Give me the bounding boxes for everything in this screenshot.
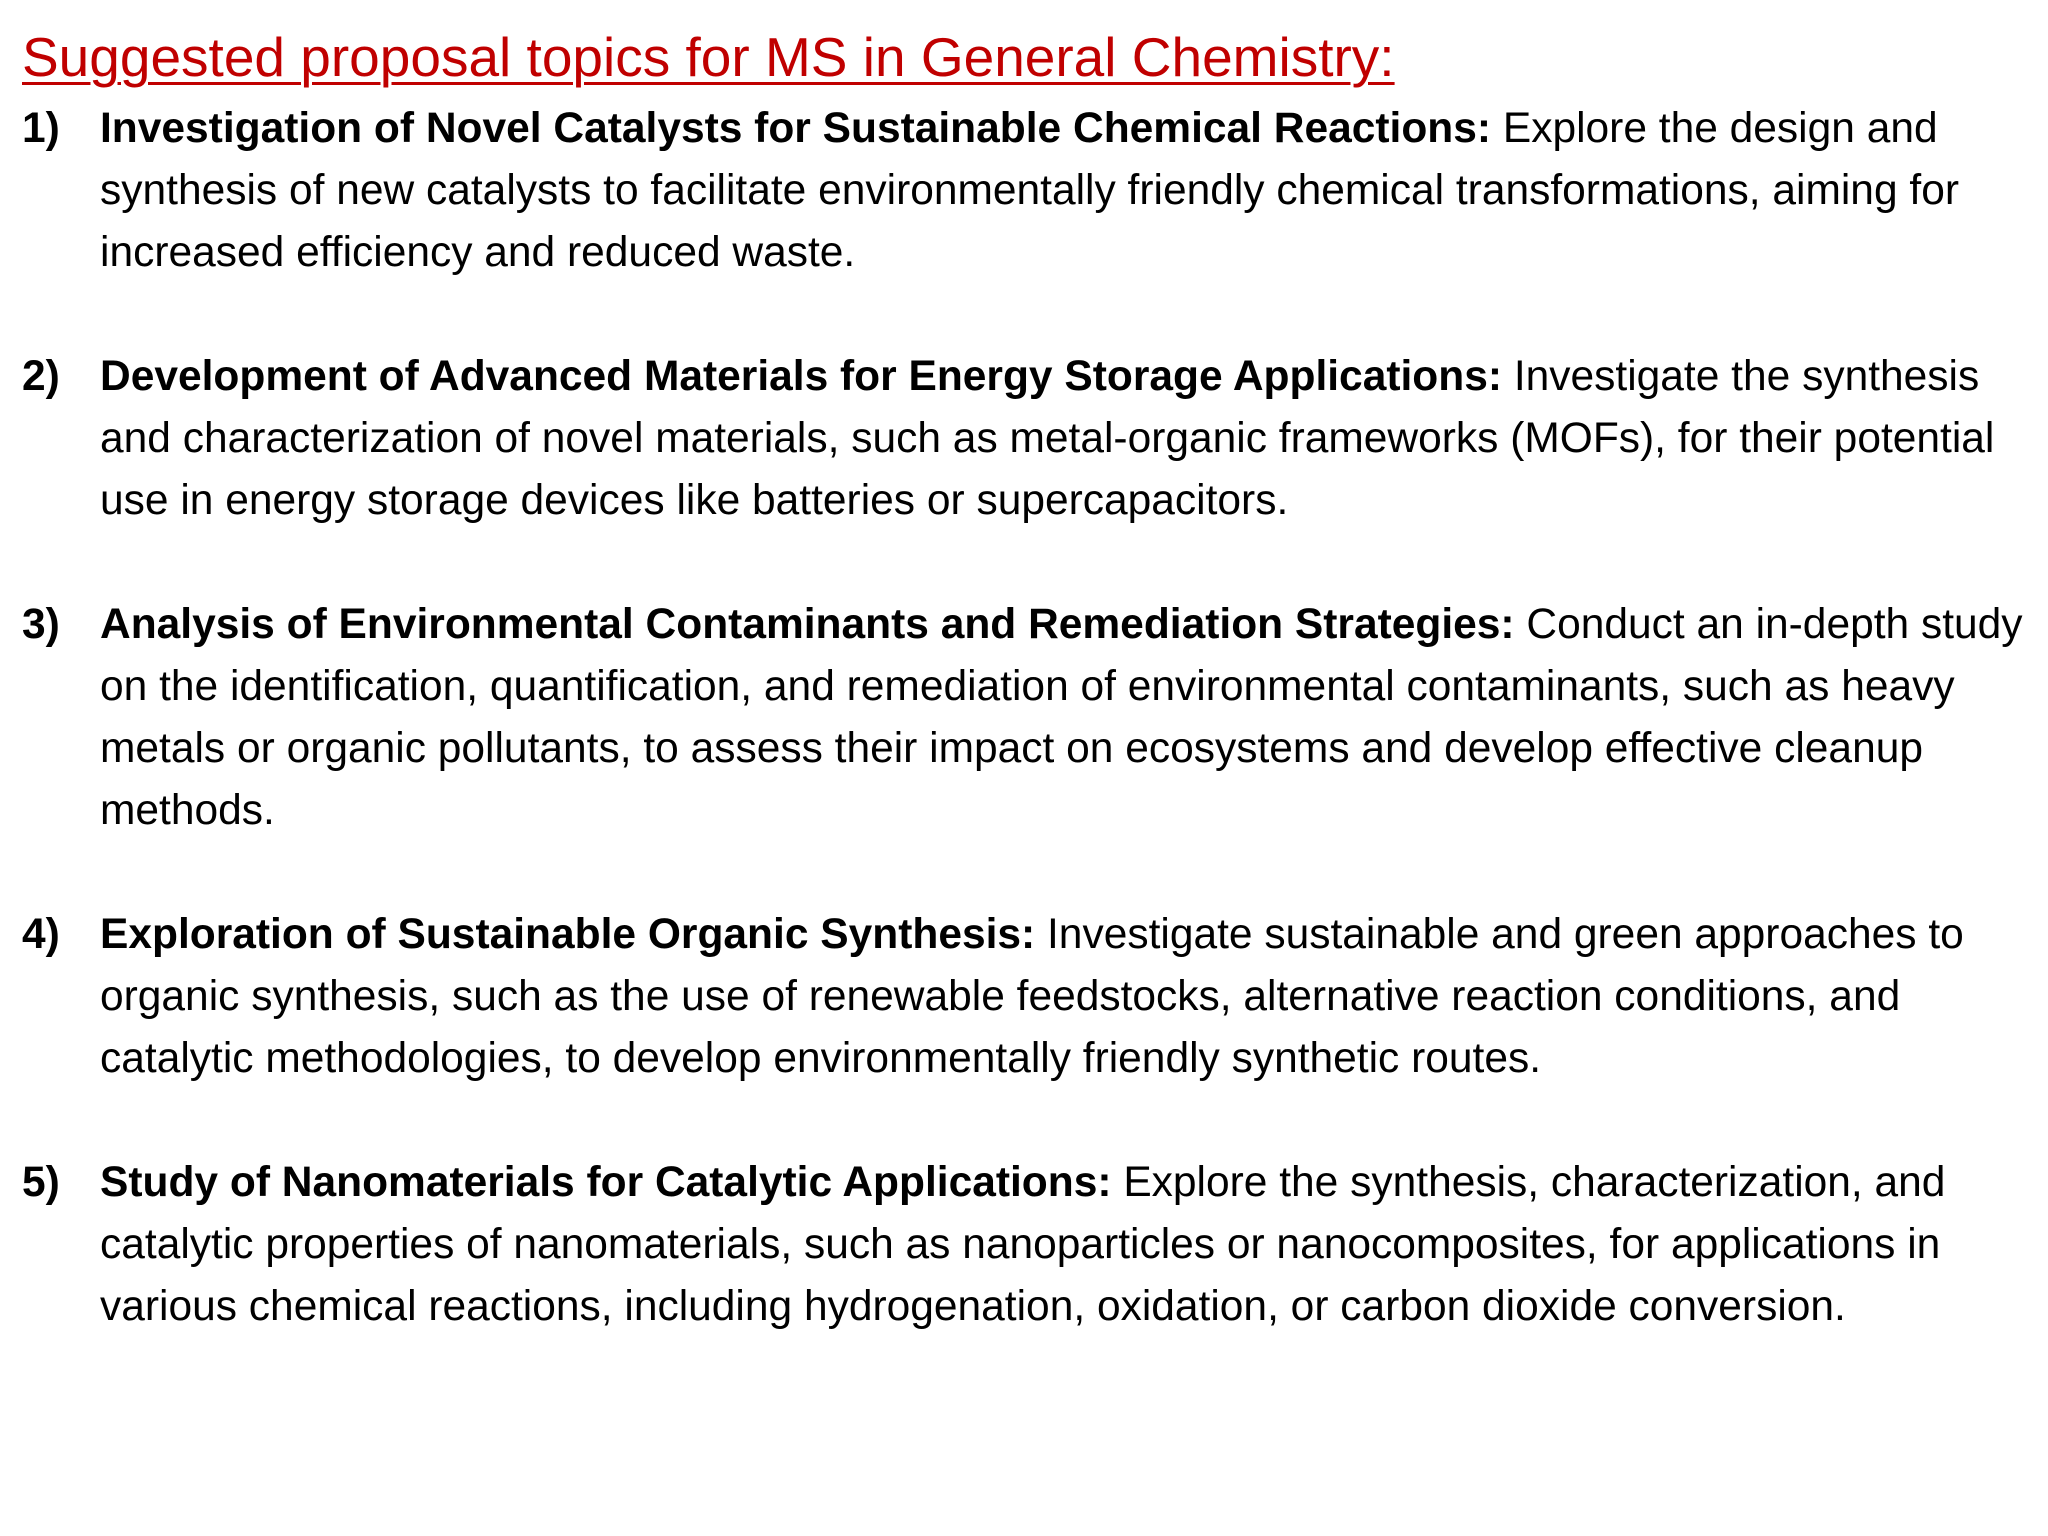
- topic-heading: Exploration of Sustainable Organic Synthesis:: [100, 911, 1036, 958]
- topic-body: [100, 346, 2030, 532]
- topic-heading: Investigation of Novel Catalysts for Sustainable Chemical Reactions:: [100, 105, 1492, 152]
- topic-heading: Analysis of Environmental Contaminants and Remediation Strategies:: [100, 601, 1515, 648]
- topic-description: Explore the synthesis, characterization, and catalytic properties of nanomaterials, such as nanoparticles or nanocomposites, for applications in various chemical reactions, including hydrogenation, oxidation, or carbon dioxide conversion.: [100, 1159, 1946, 1330]
- topic-description: Conduct an in-depth study on the identification, quantification, and remediation of environmental contaminants, such as heavy metals or organic pollutants, to assess their impact on ecosystems and develop effective cleanup methods.: [100, 601, 2023, 834]
- topic-item-2: [22, 346, 2030, 532]
- topic-description: Investigate sustainable and green approaches to organic synthesis, such as the use of renewable feedstocks, alternative reaction conditions, and catalytic methodologies, to develop environmentally friendly synthetic routes.: [100, 911, 1964, 1082]
- topic-description: Investigate the synthesis and characterization of novel materials, such as metal-organic frameworks (MOFs), for their potential use in energy storage devices like batteries or supercapacitors.: [100, 353, 1995, 524]
- topic-body: [100, 594, 2030, 842]
- slide-title: Suggested proposal topics for MS in General Chemistry:: [22, 26, 1395, 88]
- topic-number: 3): [22, 601, 60, 648]
- topic-number: 5): [22, 1159, 60, 1206]
- topic-number: 4): [22, 911, 60, 958]
- topic-heading: Development of Advanced Materials for Energy Storage Applications:: [100, 353, 1503, 400]
- topic-item-1: [22, 98, 2030, 284]
- topic-item-4: [22, 904, 2030, 1090]
- topic-heading: Study of Nanomaterials for Catalytic Applications:: [100, 1159, 1112, 1206]
- topic-item-5: [22, 1152, 2030, 1338]
- topic-number: 1): [22, 105, 60, 152]
- topic-item-3: [22, 594, 2030, 842]
- topic-body: [100, 98, 2030, 284]
- topic-description: Explore the design and synthesis of new catalysts to facilitate environmentally friendly chemical transformations, aiming for increased efficiency and reduced waste.: [100, 105, 1959, 276]
- topic-body: [100, 1152, 2030, 1338]
- topic-body: [100, 904, 2030, 1090]
- topic-number: 2): [22, 353, 60, 400]
- topic-list: [22, 98, 2030, 1338]
